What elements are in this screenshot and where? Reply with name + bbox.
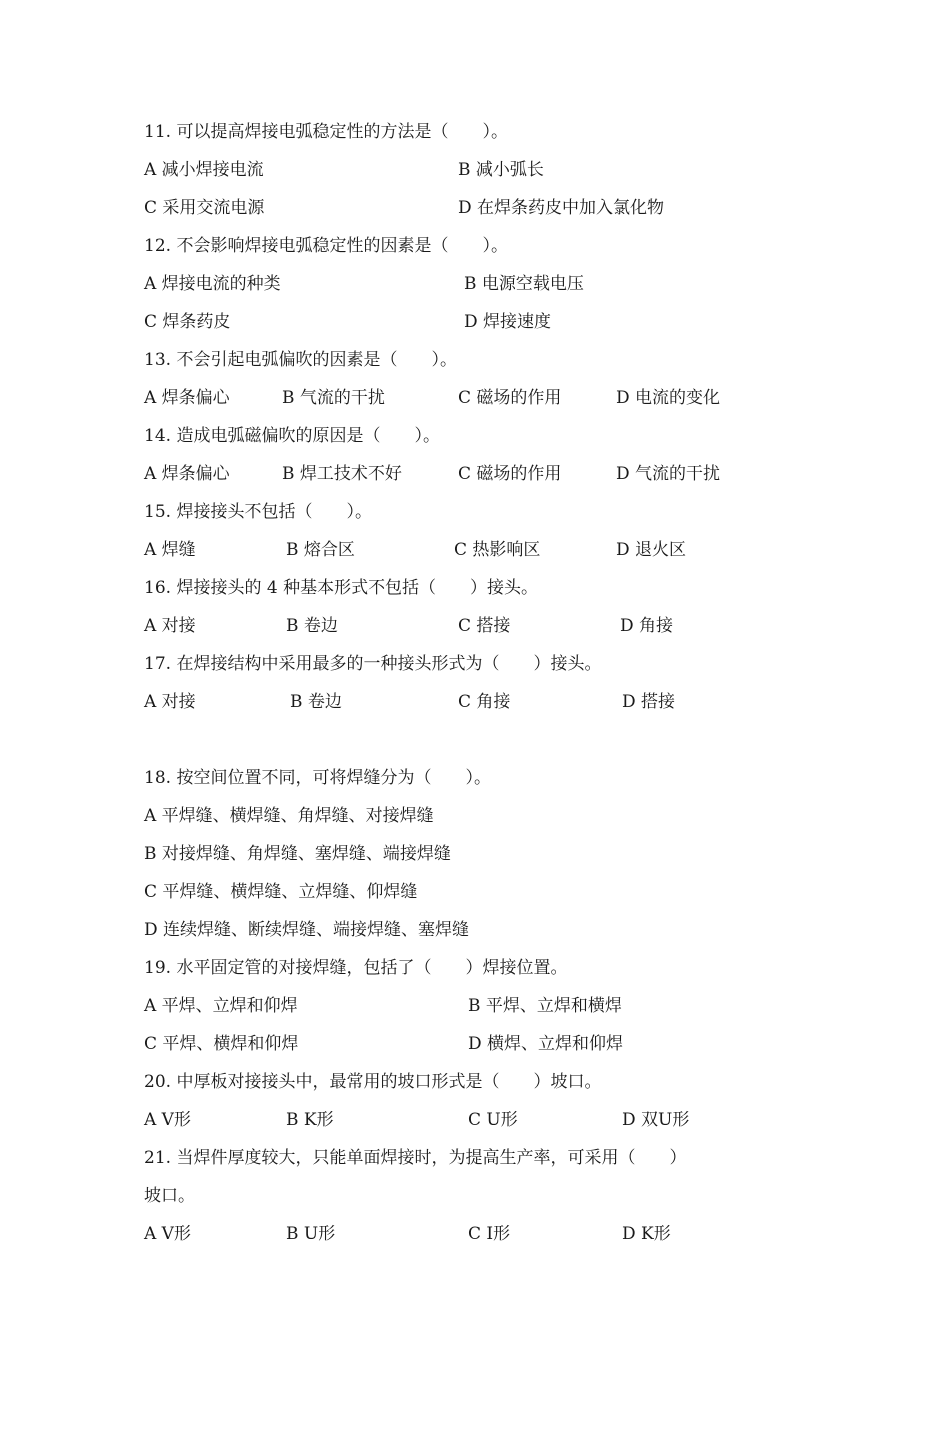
options-row	[144, 379, 721, 417]
option-a: A 对接	[144, 616, 196, 636]
option-c: C 角接	[458, 692, 511, 712]
option-c: C 平焊、横焊和仰焊	[144, 1034, 299, 1054]
option-b: B 熔合区	[286, 540, 355, 560]
question-stem: 13. 不会引起电弧偏吹的因素是（ ）。	[144, 350, 457, 370]
option-d: D 电流的变化	[616, 388, 721, 408]
question-stem: 20. 中厚板对接接头中，最常用的坡口形式是（ ）坡口。	[144, 1072, 602, 1092]
option-d: D 搭接	[622, 692, 676, 712]
question-stem: 17. 在焊接结构中采用最多的一种接头形式为（ ）接头。	[144, 654, 602, 674]
option-d: D 气流的干扰	[616, 464, 721, 484]
options-row	[144, 265, 584, 303]
options-row	[144, 455, 721, 493]
question-stem: 15. 焊接接头不包括（ ）。	[144, 502, 372, 522]
option-b: B 卷边	[286, 616, 338, 636]
options-row	[144, 1215, 671, 1253]
option-d: D K形	[622, 1224, 671, 1244]
option-d: D 角接	[620, 616, 674, 636]
option-a: A 平焊、立焊和仰焊	[144, 996, 298, 1016]
option-b: B 气流的干扰	[282, 388, 385, 408]
option-c: C U形	[468, 1110, 518, 1130]
option-b: B U形	[286, 1224, 336, 1244]
option-b: B 平焊、立焊和横焊	[468, 996, 622, 1016]
option-c: C 采用交流电源	[144, 198, 265, 218]
option-b: B 减小弧长	[458, 160, 544, 180]
option-d: D 退火区	[616, 540, 687, 560]
option-c: C 磁场的作用	[458, 464, 562, 484]
option-a: A V形	[144, 1224, 191, 1244]
option-b: B 对接焊缝、角焊缝、塞焊缝、端接焊缝	[144, 844, 451, 864]
options-row	[144, 607, 674, 645]
option-a: A V形	[144, 1110, 191, 1130]
question-stem: 21. 当焊件厚度较大，只能单面焊接时，为提高生产率，可采用（ ）	[144, 1148, 687, 1168]
option-c: C 搭接	[458, 616, 511, 636]
option-d: D 焊接速度	[464, 312, 552, 332]
options-row	[144, 987, 622, 1025]
options-row	[144, 1101, 690, 1139]
options-row	[144, 1025, 624, 1063]
question-stem: 11. 可以提高焊接电弧稳定性的方法是（ ）。	[144, 122, 508, 142]
option-a: A 减小焊接电流	[144, 160, 264, 180]
question-stem: 16. 焊接接头的 4 种基本形式不包括（ ）接头。	[144, 578, 539, 598]
options-row	[144, 531, 687, 569]
options-row	[144, 151, 544, 189]
options-row	[144, 683, 676, 721]
option-c: C 平焊缝、横焊缝、立焊缝、仰焊缝	[144, 882, 418, 902]
options-row	[144, 189, 665, 227]
option-c: C 焊条药皮	[144, 312, 231, 332]
option-d: D 双U形	[622, 1110, 690, 1130]
option-a: A 焊条偏心	[144, 388, 230, 408]
option-d: D 横焊、立焊和仰焊	[468, 1034, 624, 1054]
question-stem: 14. 造成电弧磁偏吹的原因是（ ）。	[144, 426, 440, 446]
options-row	[144, 303, 552, 341]
option-c: C 热影响区	[454, 540, 541, 560]
option-a: A 焊条偏心	[144, 464, 230, 484]
option-b: B 电源空载电压	[464, 274, 584, 294]
option-a: A 焊接电流的种类	[144, 274, 281, 294]
question-stem: 12. 不会影响焊接电弧稳定性的因素是（ ）。	[144, 236, 508, 256]
question-stem: 19. 水平固定管的对接焊缝，包括了（ ）焊接位置。	[144, 958, 568, 978]
option-a: A 焊缝	[144, 540, 196, 560]
option-c: C I形	[468, 1224, 511, 1244]
option-b: B 卷边	[290, 692, 342, 712]
option-c: C 磁场的作用	[458, 388, 562, 408]
option-b: B K形	[286, 1110, 334, 1130]
question-stem-continued: 坡口。	[144, 1186, 195, 1206]
question-stem: 18. 按空间位置不同，可将焊缝分为（ ）。	[144, 768, 491, 788]
option-a: A 平焊缝、横焊缝、角焊缝、对接焊缝	[144, 806, 434, 826]
option-a: A 对接	[144, 692, 196, 712]
option-b: B 焊工技术不好	[282, 464, 402, 484]
option-d: D 连续焊缝、断续焊缝、端接焊缝、塞焊缝	[144, 920, 470, 940]
option-d: D 在焊条药皮中加入氯化物	[458, 198, 665, 218]
